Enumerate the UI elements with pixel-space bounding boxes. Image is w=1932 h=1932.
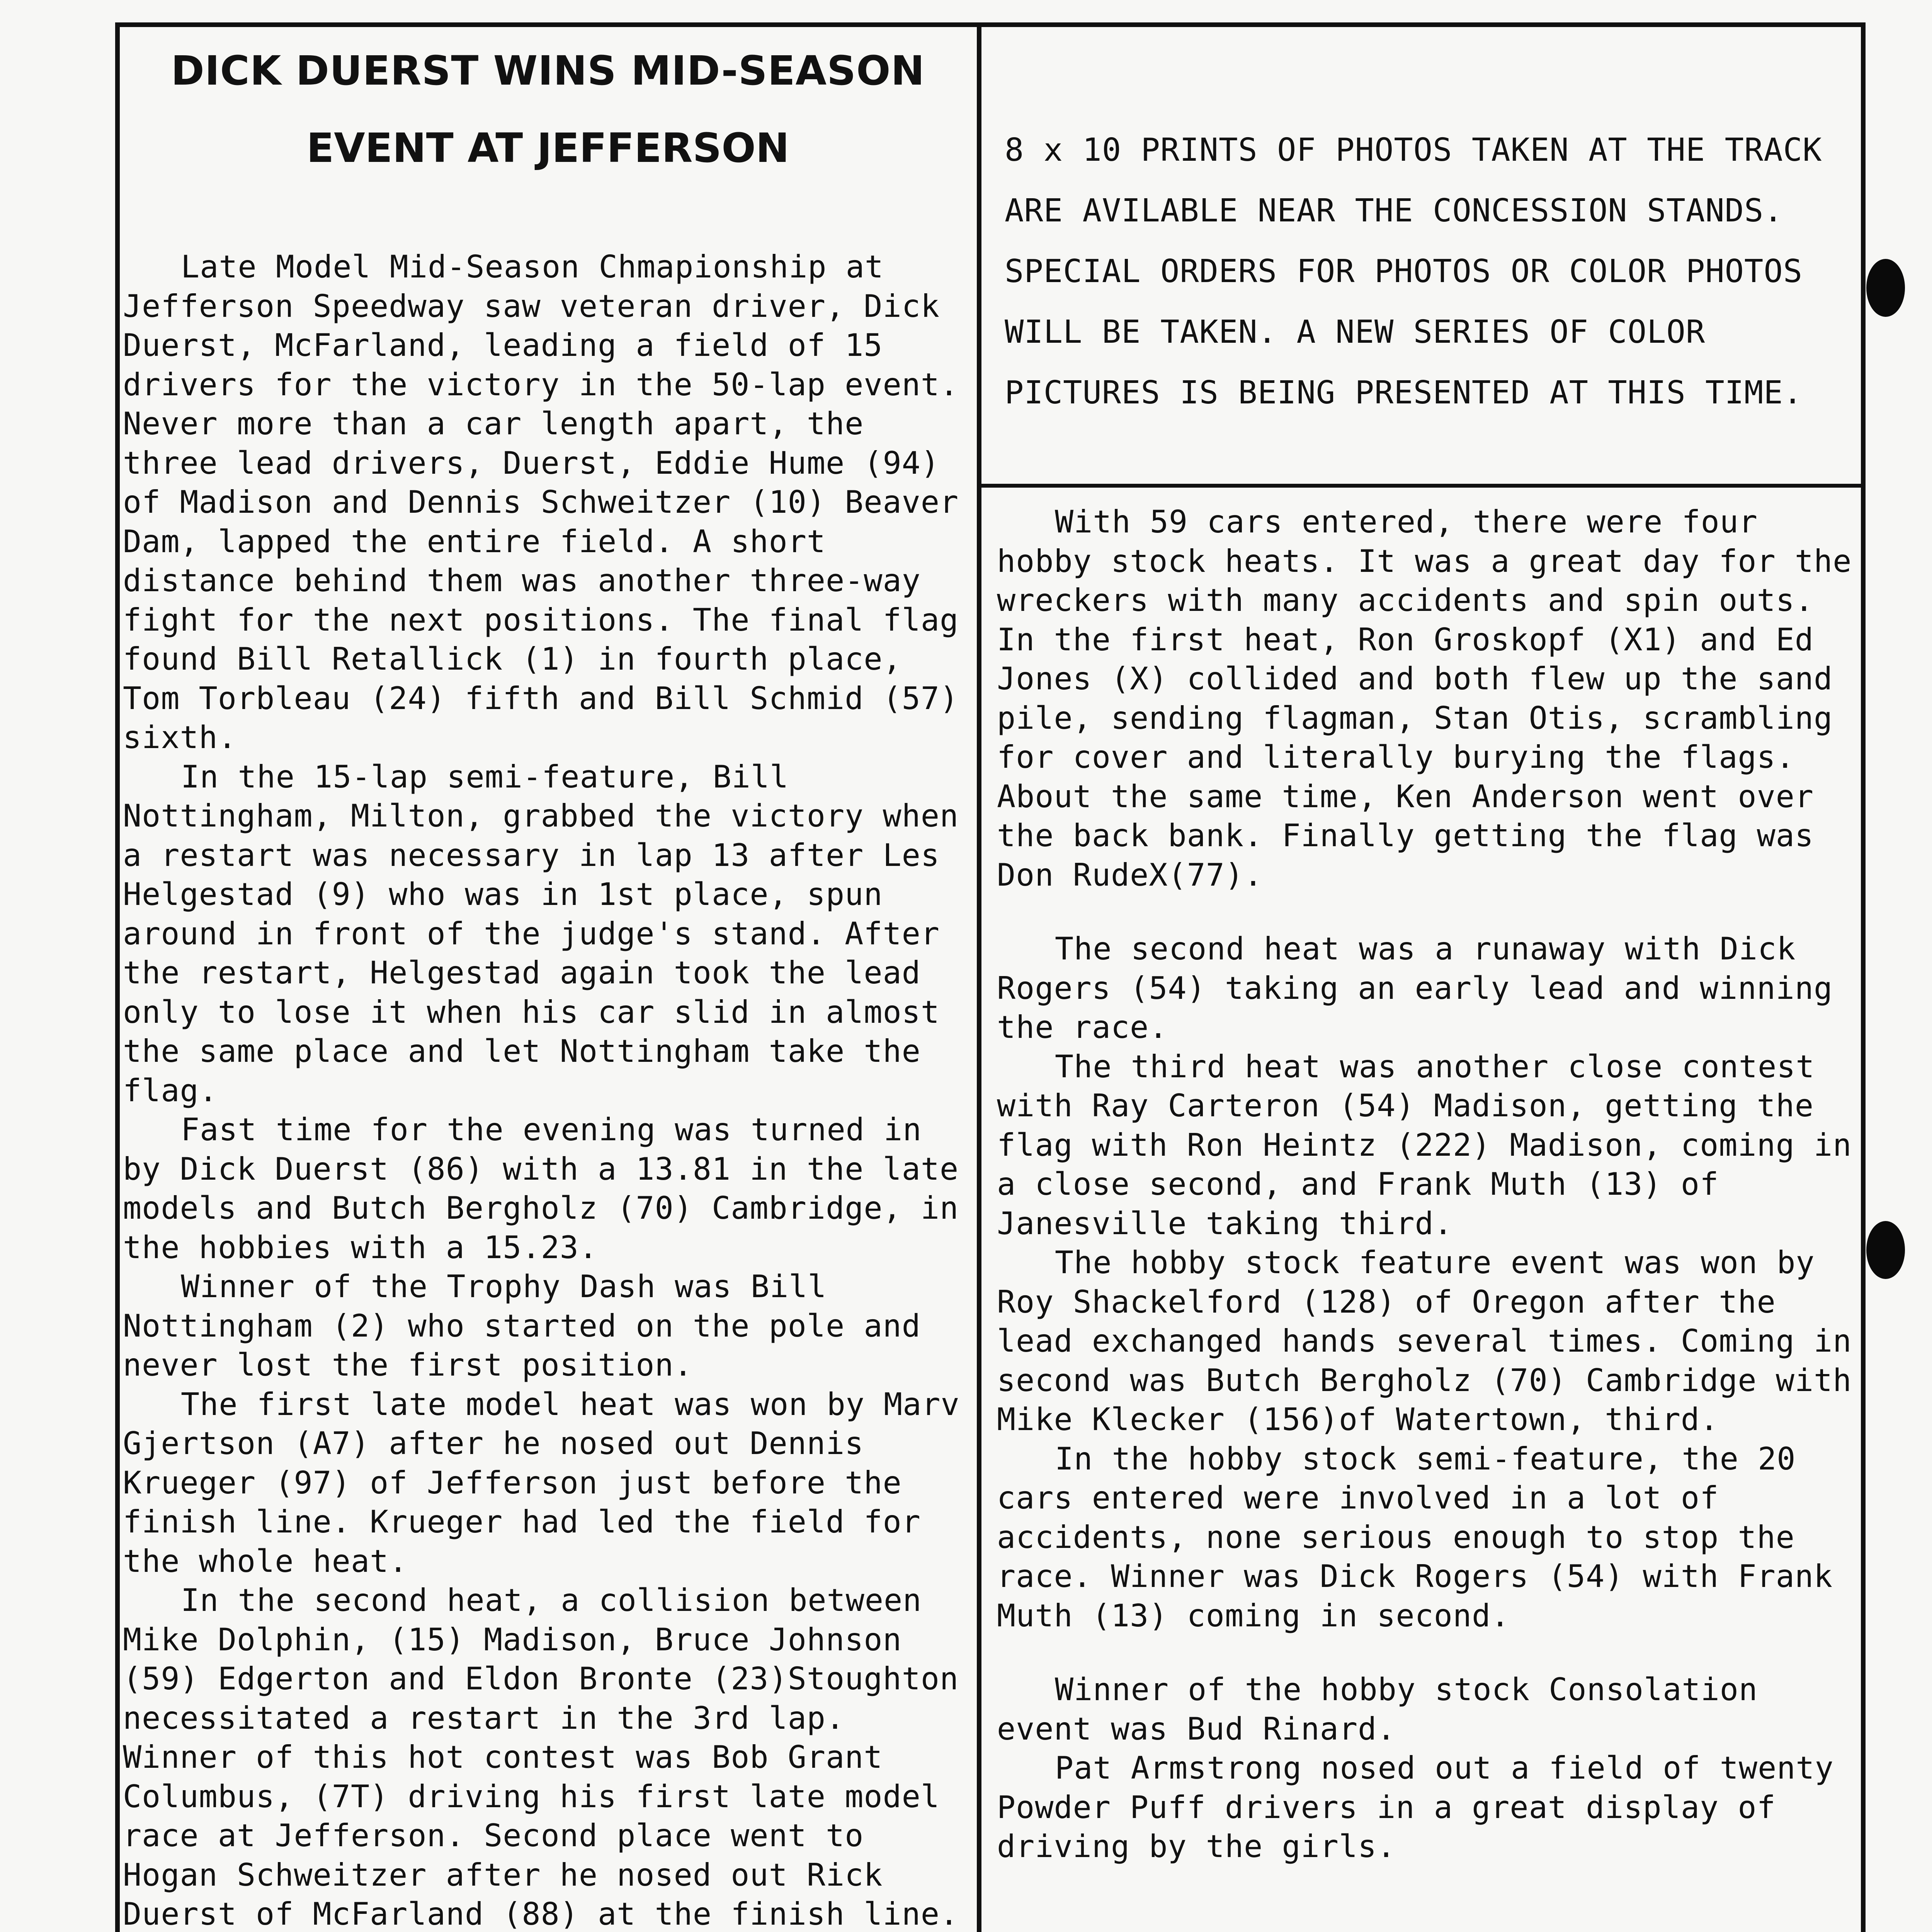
photo-notice-line: 8 x 10 PRINTS OF PHOTOS TAKEN AT THE TRACK [1005, 132, 1822, 168]
photo-notice-line: WILL BE TAKEN. A NEW SERIES OF COLOR [1005, 314, 1706, 350]
article-paragraph: The hobby stock feature event was won by Roy Shackelford (128) of Oregon after the lead exchanged hands several times. Coming in second was Butch Bergholz (70) Cambridge with Mike Klecker (156)of Watertown, third. [997, 1245, 1852, 1437]
article-paragraph: The third heat was another close contest with Ray Carteron (54) Madison, getting the flag with Ron Heintz (222) Madison, coming in a close second, and Frank Muth (13) of Janesville taking third. [997, 1048, 1852, 1242]
photo-notice-line: SPECIAL ORDERS FOR PHOTOS OR COLOR PHOTOS [1005, 253, 1803, 290]
left-article [123, 247, 973, 1932]
punch-hole-icon [1866, 1221, 1905, 1279]
article-paragraph: In the hobby stock semi-feature, the 20 cars entered were involved in a lot of accidents, none serious enough to stop the race. Winner was Dick Rogers (54) with Frank Muth (13) coming in second. [997, 1440, 1833, 1634]
photo-notice [1005, 120, 1855, 423]
article-paragraph: With 59 cars entered, there were four hobby stock heats. It was a great day for the wreckers with many accidents and spin outs. In the first heat, Ron Groskopf (X1) and Ed Jones (X) collided and both flew up the sand pile, sending flagman, Stan Otis, scrambling for cover and literally burying the flags. About the same time, Ken Anderson went over the back bank. Finally getting the flag was Don RudeX(77). [997, 504, 1852, 893]
article-paragraph: Winner of the Trophy Dash was Bill Nottingham (2) who started on the pole and never lost the first position. [123, 1269, 921, 1383]
article-paragraph: In the second heat, a collision between Mike Dolphin, (15) Madison, Bruce Johnson (59) Edgerton and Eldon Bronte (23)Stoughton necessitated a restart in the 3rd lap. Winner of this hot contest was Bob Grant Columbus, (7T) driving his first late model race at Jefferson. Second place went to Hogan Schweitzer after he nosed out Rick Duerst of McFarland (88) at the finish line. [123, 1582, 959, 1932]
article-paragraph: Late Model Mid-Season Chmapionship at Jefferson Speedway saw veteran driver, Dick Duerst, McFarland, leading a field of 15 drivers for the victory in the 50-lap event. Never more than a car length apart, the three lead drivers, Duerst, Eddie Hume (94) of Madison and Dennis Schweitzer (10) Beaver Dam, lapped the entire field. A short distance behind them was another three-way fight for the next positions. The final flag found Bill Retallick (1) in fourth place, Tom Torbleau (24) fifth and Bill Schmid (57) sixth. [123, 249, 959, 755]
headline-line-1: DICK DUERST WINS MID-SEASON [171, 47, 925, 94]
notice-divider [981, 484, 1866, 488]
column-divider [977, 22, 981, 1932]
article-paragraph: The second heat was a runaway with Dick Rogers (54) taking an early lead and winning the race. [997, 931, 1833, 1045]
punch-hole-icon [1866, 259, 1905, 317]
headline-line-2: EVENT AT JEFFERSON [306, 124, 789, 172]
article-paragraph: Pat Armstrong nosed out a field of twenty Powder Puff drivers in a great display of driving by the girls. [997, 1750, 1834, 1864]
article-paragraph: In the 15-lap semi-feature, Bill Nottingham, Milton, grabbed the victory when a restart was necessary in lap 13 after Les Helgestad (9) who was in 1st place, spun around in front of the judge's stand. After the restart, Helgestad again took the lead only to lose it when his car slid in almost the same place and let Nottingham take the flag. [123, 759, 959, 1109]
article-paragraph: Fast time for the evening was turned in by Dick Duerst (86) with a 13.81 in the late models and Butch Bergholz (70) Cambridge, in the hobbies with a 15.23. [123, 1112, 959, 1265]
photo-notice-line: ARE AVILABLE NEAR THE CONCESSION STANDS. [1005, 192, 1783, 229]
right-article [997, 502, 1861, 1932]
article-paragraph: The first late model heat was won by Marv Gjertson (A7) after he nosed out Dennis Krueger (97) of Jefferson just before the finish line. Krueger had led the field for the whole heat. [123, 1386, 960, 1579]
article-paragraph: Winner of the hobby stock Consolation event was Bud Rinard. [997, 1672, 1758, 1747]
photo-notice-line: PICTURES IS BEING PRESENTED AT THIS TIME. [1005, 374, 1803, 411]
headline [123, 42, 973, 177]
